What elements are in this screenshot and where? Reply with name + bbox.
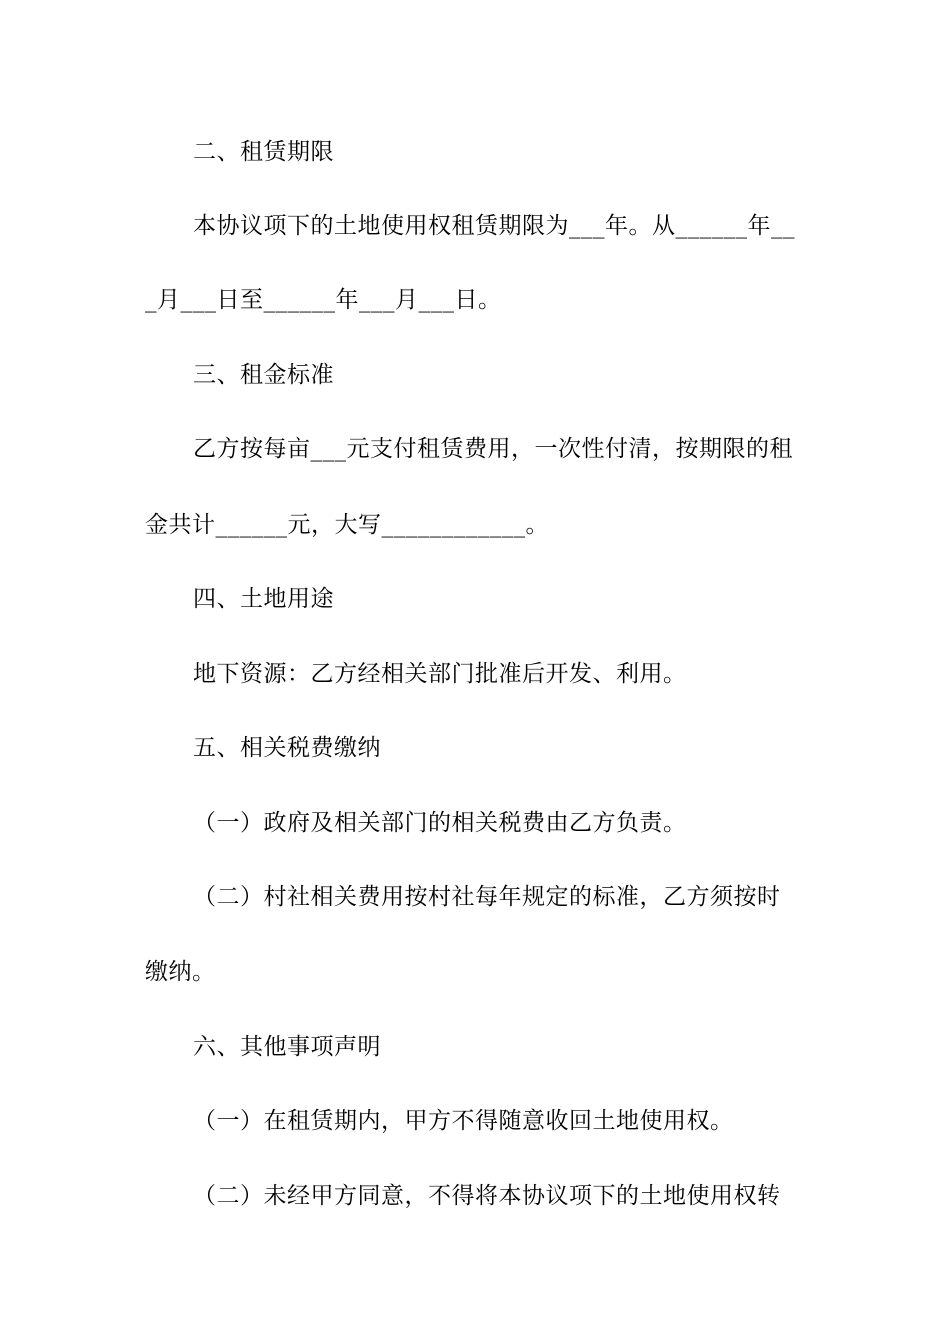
section-heading-rent-standard: 三、租金标准 xyxy=(193,362,334,388)
paragraph-line: 缴纳。 xyxy=(145,959,216,985)
paragraph-line: （一）在租赁期内，甲方不得随意收回土地使用权。 xyxy=(193,1108,734,1134)
paragraph-line: （二）未经甲方同意，不得将本协议项下的土地使用权转 xyxy=(193,1183,781,1209)
section-heading-lease-term: 二、租赁期限 xyxy=(193,139,334,165)
paragraph-line: （二）村社相关费用按村社每年规定的标准，乙方须按时 xyxy=(193,884,781,910)
section-heading-taxes: 五、相关税费缴纳 xyxy=(193,735,381,761)
paragraph-line: _月___日至______年___月___日。 xyxy=(145,287,502,313)
paragraph-line: 本协议项下的土地使用权租赁期限为___年。从______年__ xyxy=(193,213,795,239)
paragraph-line: 金共计______元，大写____________。 xyxy=(145,512,549,538)
paragraph-line: 地下资源：乙方经相关部门批准后开发、利用。 xyxy=(193,661,687,687)
section-heading-other-matters: 六、其他事项声明 xyxy=(193,1034,381,1060)
section-heading-land-use: 四、土地用途 xyxy=(193,586,334,612)
paragraph-line: 乙方按每亩___元支付租赁费用，一次性付清，按期限的租 xyxy=(193,436,793,462)
paragraph-line: （一）政府及相关部门的相关税费由乙方负责。 xyxy=(193,810,687,836)
